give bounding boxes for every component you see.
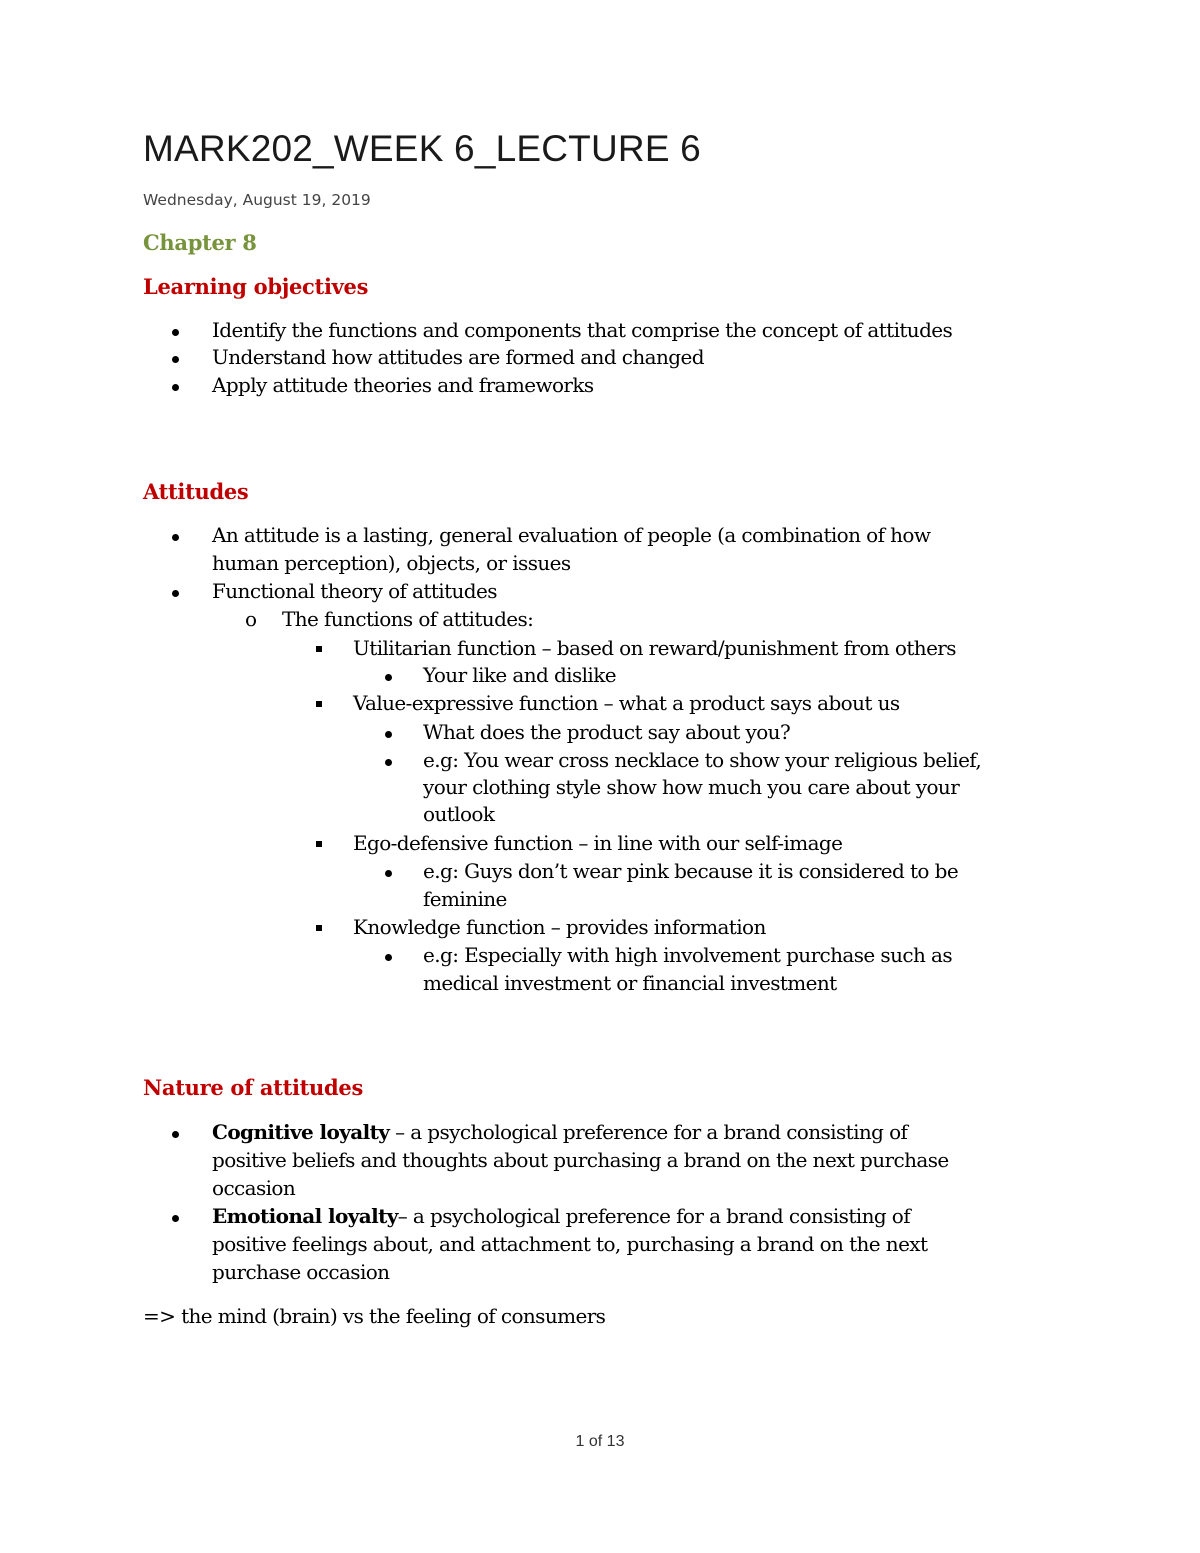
emotional-loyalty-line: purchase occasion [212,1260,390,1284]
learning-objectives-heading: Learning objectives [143,274,369,299]
cognitive-loyalty-line: positive beliefs and thoughts about purchasing a brand on the next purchase [212,1148,949,1172]
square-bullet-icon [316,691,322,711]
emotional-loyalty-line: positive feelings about, and attachment to, purchasing a brand on the next [212,1232,928,1256]
objective-item: Apply attitude theories and frameworks [212,373,594,397]
value-example-line: e.g: You wear cross necklace to show your religious belief, [423,748,982,772]
cognitive-loyalty-line [212,1120,907,1144]
bullet-icon [172,373,179,395]
conclusion-line: => the mind (brain) vs the feeling of consumers [143,1304,606,1328]
bullet-icon [172,579,179,601]
cognitive-loyalty-term: Cognitive loyalty [212,1120,390,1144]
bullet-icon [172,345,179,367]
knowledge-example-line: e.g: Especially with high involvement purchase such as [423,943,952,967]
ego-example-line: feminine [423,887,507,911]
value-example-line: your clothing style show how much you care about your [423,775,960,799]
nature-heading: Nature of attitudes [143,1075,363,1100]
bullet-icon [172,318,179,340]
bullet-icon [172,523,179,545]
value-example: What does the product say about you? [423,720,791,744]
ego-defensive-function: Ego-defensive function – in line with our self-image [353,831,843,855]
objective-item: Identify the functions and components that comprise the concept of attitudes [212,318,953,342]
bullet-icon [385,720,392,742]
emotional-loyalty-line [212,1204,910,1228]
square-bullet-icon [316,831,322,851]
bullet-icon [385,748,392,770]
circle-bullet-icon: o [245,607,258,631]
objective-item: Understand how attitudes are formed and changed [212,345,704,369]
attitudes-heading: Attitudes [143,479,249,504]
attitude-definition-line: human perception), objects, or issues [212,551,571,575]
bullet-icon [172,1204,179,1226]
bullet-icon [385,943,392,965]
page-number: 1 of 13 [575,1433,625,1450]
value-expressive-function: Value-expressive function – what a product says about us [353,691,900,715]
attitude-definition-line: An attitude is a lasting, general evaluation of people (a combination of how [212,523,931,547]
square-bullet-icon [316,915,322,935]
emotional-loyalty-text: – a psychological preference for a brand consisting of [397,1204,911,1228]
emotional-loyalty-term: Emotional loyalty [212,1204,398,1228]
utilitarian-function: Utilitarian function – based on reward/punishment from others [353,636,956,660]
page-date: Wednesday, August 19, 2019 [143,191,371,209]
cognitive-loyalty-line: occasion [212,1176,296,1200]
bullet-icon [172,1120,179,1142]
chapter-heading: Chapter 8 [143,230,257,255]
functional-theory-item: Functional theory of attitudes [212,579,497,603]
square-bullet-icon [316,636,322,656]
cognitive-loyalty-text: – a psychological preference for a brand consisting of [389,1120,908,1144]
ego-example-line: e.g: Guys don’t wear pink because it is considered to be [423,859,959,883]
knowledge-example-line: medical investment or financial investment [423,971,837,995]
bullet-icon [385,859,392,881]
utilitarian-example: Your like and dislike [423,663,616,687]
value-example-line: outlook [423,802,495,826]
page-title: MARK202_WEEK 6_LECTURE 6 [143,128,701,169]
knowledge-function: Knowledge function – provides information [353,915,766,939]
functions-subheading: The functions of attitudes: [282,607,534,631]
bullet-icon [385,663,392,685]
